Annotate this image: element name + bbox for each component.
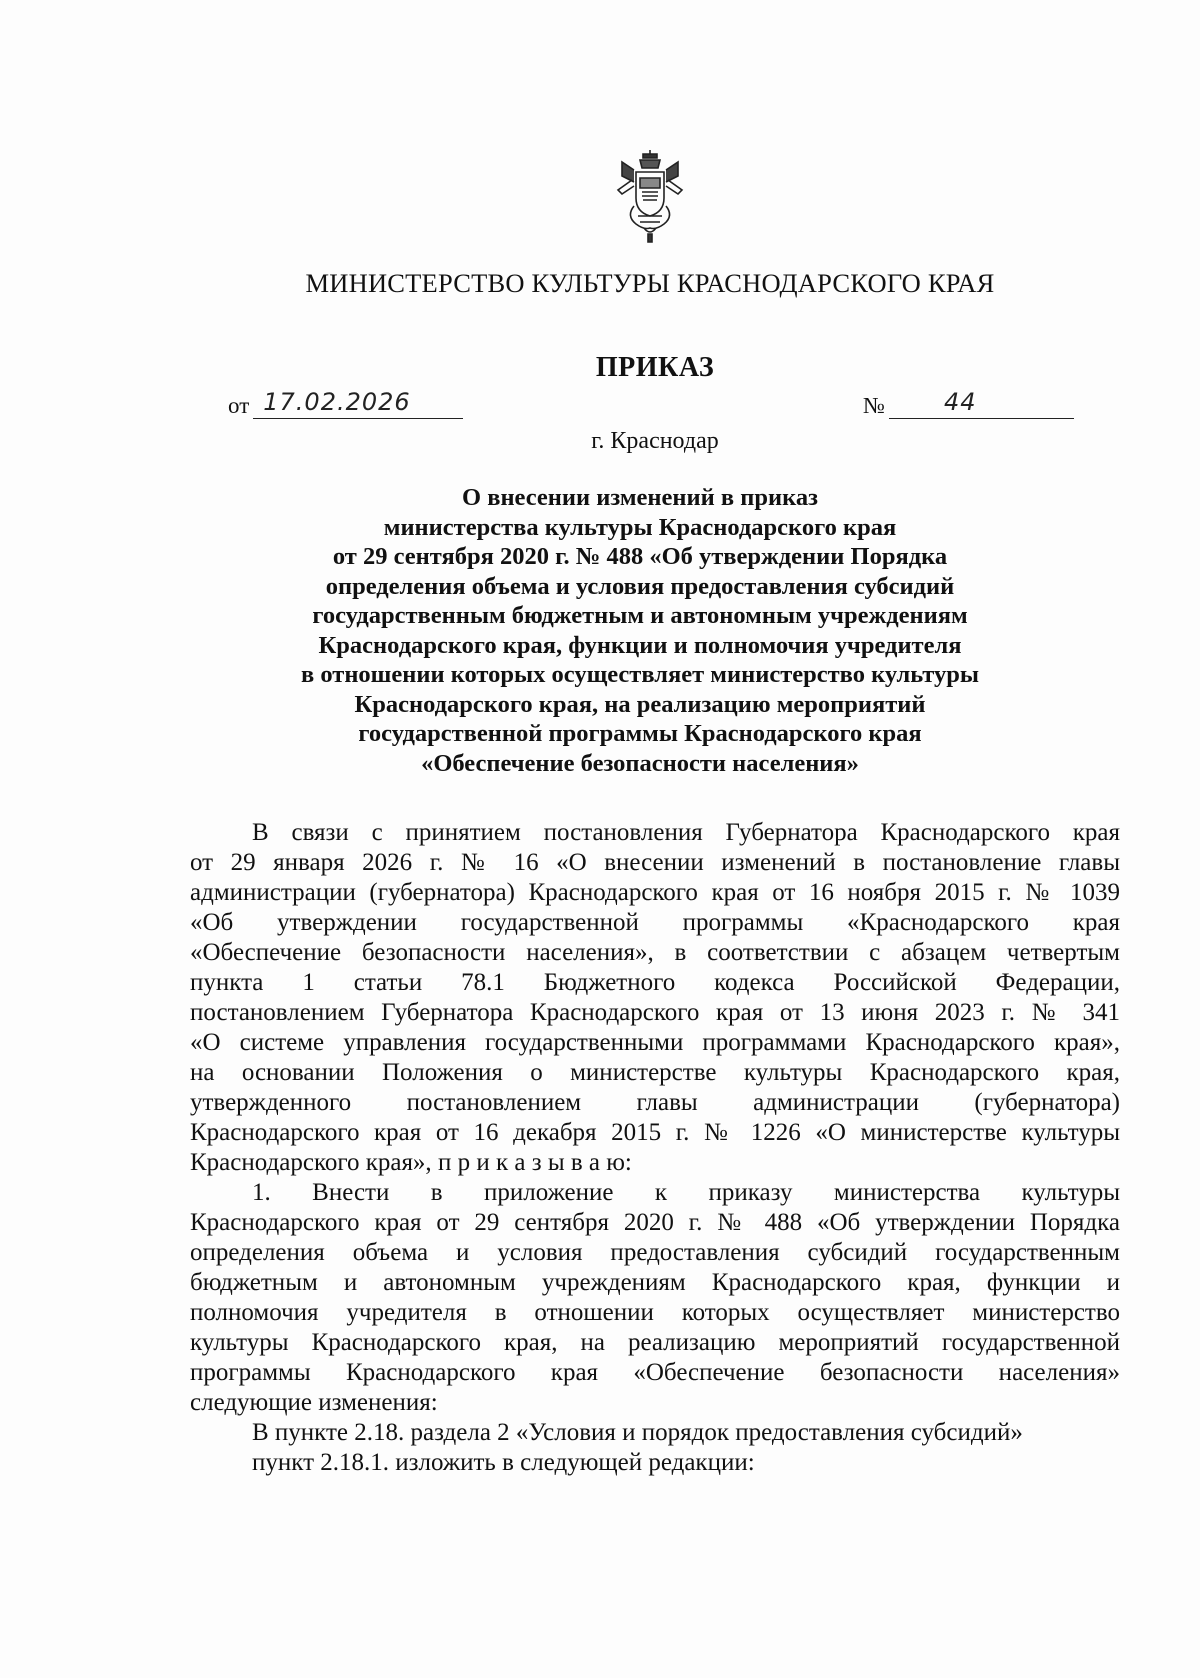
- body-line: В пункте 2.18. раздела 2 «Условия и порядок предоставления субсидий»: [252, 1419, 1023, 1446]
- heading-line: Краснодарского края, функции и полномочия учредителя: [318, 631, 962, 659]
- coat-of-arms-icon: [614, 150, 686, 246]
- body-line: на основании Положения о министерстве культуры Краснодарского края,: [190, 1059, 1120, 1086]
- date-prefix: от: [228, 393, 250, 418]
- date-blank: [253, 388, 463, 419]
- city: г. Краснодар: [591, 428, 719, 454]
- body-line: пункта 1 статьи 78.1 Бюджетного кодекса Российской Федерации,: [190, 969, 1120, 996]
- body-line: от 29 января 2026 г. № 16 «О внесении изменений в постановление главы: [190, 849, 1120, 876]
- heading-line: министерства культуры Краснодарского края: [383, 513, 897, 541]
- body-line: определения объема и условия предоставления субсидий государственным: [190, 1239, 1120, 1266]
- body-line-text: Краснодарского края»,: [190, 1149, 432, 1176]
- body-line: пункт 2.18.1. изложить в следующей редакции:: [252, 1449, 755, 1476]
- number-prefix: №: [863, 393, 885, 418]
- order-title: ПРИКАЗ: [595, 352, 715, 383]
- heading-line: «Обеспечение безопасности населения»: [421, 749, 859, 777]
- heading-line: государственной программы Краснодарского края: [358, 720, 922, 747]
- body-line: следующие изменения:: [190, 1389, 438, 1416]
- body-line: В связи с принятием постановления Губернатора Краснодарского края: [252, 819, 1120, 846]
- body-line: полномочия учредителя в отношении которых осуществляет министерство: [190, 1299, 1120, 1326]
- order-number: [863, 388, 1074, 419]
- heading-line: государственным бюджетным и автономным учреждениям: [312, 602, 968, 629]
- ministry-name: МИНИСТЕРСТВО КУЛЬТУРЫ КРАСНОДАРСКОГО КРАЯ: [305, 268, 995, 298]
- order-body: [190, 818, 1120, 1478]
- order-heading: [240, 483, 1040, 778]
- heading-line: определения объема и условия предоставления субсидий: [325, 572, 955, 600]
- body-line: «О системе управления государственными программами Краснодарского края»,: [190, 1029, 1120, 1056]
- heading-line: О внесении изменений в приказ: [462, 484, 818, 511]
- body-line: администрации (губернатора) Краснодарского края от 16 ноября 2015 г. № 1039: [190, 879, 1120, 906]
- body-line: [190, 1148, 1120, 1178]
- number-blank: [889, 388, 1074, 419]
- prikazyvayu: п р и к а з ы в а ю:: [437, 1149, 632, 1176]
- date-value: 17.02.2026: [263, 388, 411, 416]
- heading-line: Краснодарского края, на реализацию мероприятий: [354, 690, 926, 718]
- heading-line: в отношении которых осуществляет министерство культуры: [301, 661, 979, 688]
- body-line: «Об утверждении государственной программы «Краснодарского края: [190, 909, 1120, 936]
- body-line: постановлением Губернатора Краснодарского края от 13 июня 2023 г. № 341: [190, 999, 1120, 1026]
- body-line: утвержденного постановлением главы администрации (губернатора): [190, 1089, 1120, 1116]
- order-date: [228, 388, 463, 419]
- body-line: «Обеспечение безопасности населения», в соответствии с абзацем четвертым: [190, 939, 1120, 966]
- number-value: 44: [943, 388, 977, 416]
- heading-line: от 29 сентября 2020 г. № 488 «Об утверждении Порядка: [332, 543, 948, 570]
- body-line: программы Краснодарского края «Обеспечение безопасности населения»: [190, 1359, 1120, 1386]
- body-line: Краснодарского края от 16 декабря 2015 г. № 1226 «О министерстве культуры: [190, 1119, 1120, 1146]
- body-line: бюджетным и автономным учреждениям Краснодарского края, функции и: [190, 1269, 1120, 1296]
- body-line: культуры Краснодарского края, на реализацию мероприятий государственной: [190, 1329, 1120, 1356]
- body-line: 1. Внести в приложение к приказу министерства культуры: [252, 1179, 1120, 1206]
- body-line: Краснодарского края от 29 сентября 2020 г. № 488 «Об утверждении Порядка: [190, 1209, 1120, 1236]
